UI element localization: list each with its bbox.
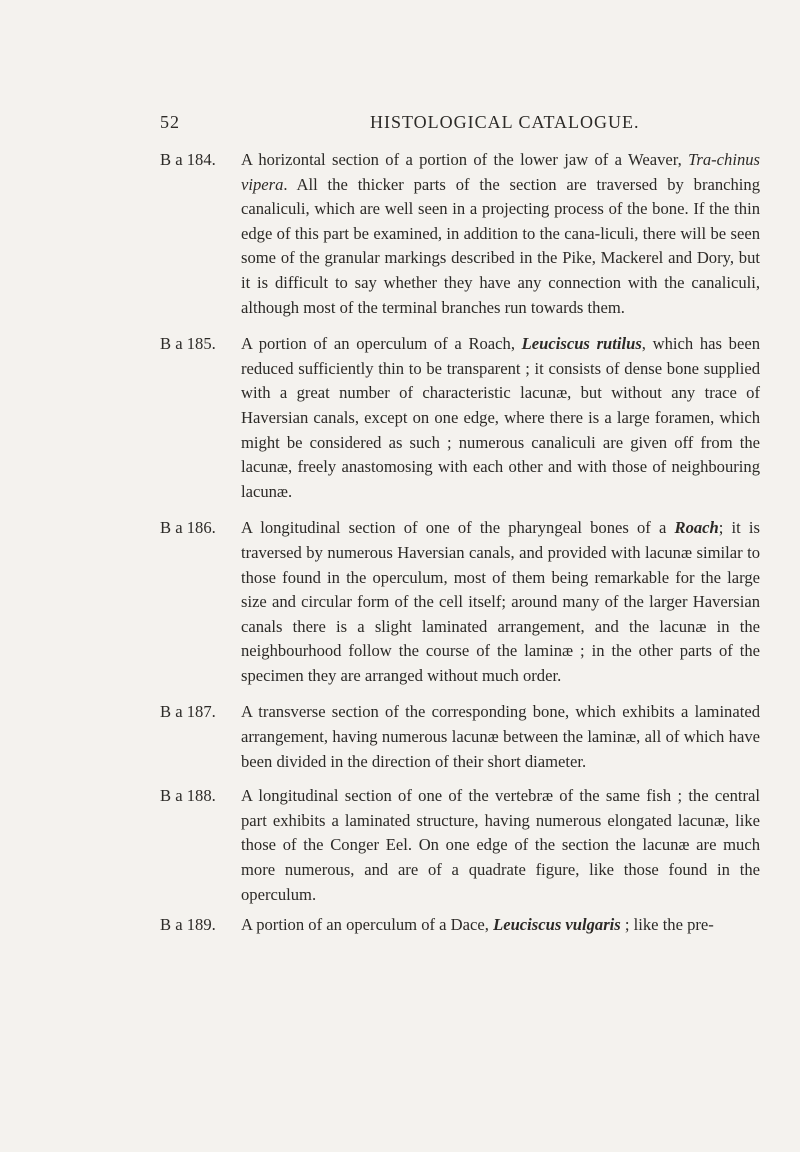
species-name: Leuciscus vulgaris (493, 915, 621, 935)
entry-label: B a 185. (160, 334, 216, 354)
catalogue-entry-189 (160, 913, 760, 938)
catalogue-entry-185 (160, 332, 760, 504)
entry-text: , which has been reduced sufficiently thin to be transparent ; it consists of dense bone supplied with a great number of characteristic lacunæ, but without any trace of Haversian canals, except on one edge, where there is a large foramen, which might be considered as such ; numerous canaliculi are given off from the lacunæ, freely anastomosing with each other and with those of neighbouring lacunæ. (241, 334, 760, 501)
page-number: 52 (160, 112, 180, 132)
species-name: Leuciscus rutilus (521, 334, 642, 354)
catalogue-entry-186 (160, 516, 760, 688)
catalogue-entries (160, 148, 760, 938)
catalogue-entry-187 (160, 700, 760, 774)
entry-label: B a 188. (160, 786, 216, 806)
entry-text: ; like the pre- (620, 915, 714, 935)
entry-label: B a 186. (160, 518, 216, 538)
species-name: Roach (674, 518, 719, 538)
catalogue-entry-188 (160, 784, 760, 907)
entry-text: . All the thicker parts of the section are traversed by branching canaliculi, which are well seen in a projecting process of the bone. If the thin edge of this part be examined, in addition to the cana-liculi, there will be seen some of the granular markings described in the Pike, Mackerel and Dory, but it is difficult to say whether they have any connection with the canaliculi, although most of the terminal branches run towards them. (241, 174, 760, 317)
entry-text: A portion of an operculum of a Dace, (241, 915, 494, 935)
species-name: Tra-chinus vipera (241, 150, 760, 194)
entry-text: A longitudinal section of one of the pharyngeal bones of a (241, 518, 675, 538)
entry-text: A transverse section of the corresponding bone, which exhibits a laminated arrangement, having numerous lacunæ between the laminæ, all of which have been divided in the direction of their short diameter. (241, 702, 760, 771)
catalogue-entry-184 (160, 148, 760, 320)
entry-text: A longitudinal section of one of the vertebræ of the same fish ; the central part exhibits a laminated structure, having numerous elongated lacunæ, like those of the Conger Eel. On one edge of the section the lacunæ are much more numerous, and are of a quadrate figure, like those found in the operculum. (241, 786, 760, 904)
entry-label: B a 189. (160, 915, 216, 935)
entry-text: A horizontal section of a portion of the lower jaw of a Weaver, (241, 150, 689, 169)
running-head: HISTOLOGICAL CATALOGUE. (370, 112, 640, 132)
entry-text: ; it is traversed by numerous Haversian canals, and provided with lacunæ similar to those found in the operculum, most of them being remarkable for the large size and circular form of the cell itself; around many of the larger Haversian canals there is a slight laminated arrangement, and the lacunæ in the neighbourhood follow the course of the laminæ ; in the other parts of the specimen they are arranged without much order. (241, 518, 760, 685)
entry-label: B a 187. (160, 702, 216, 722)
entry-text: A portion of an operculum of a Roach, (241, 334, 522, 354)
entry-label: B a 184. (160, 150, 216, 169)
